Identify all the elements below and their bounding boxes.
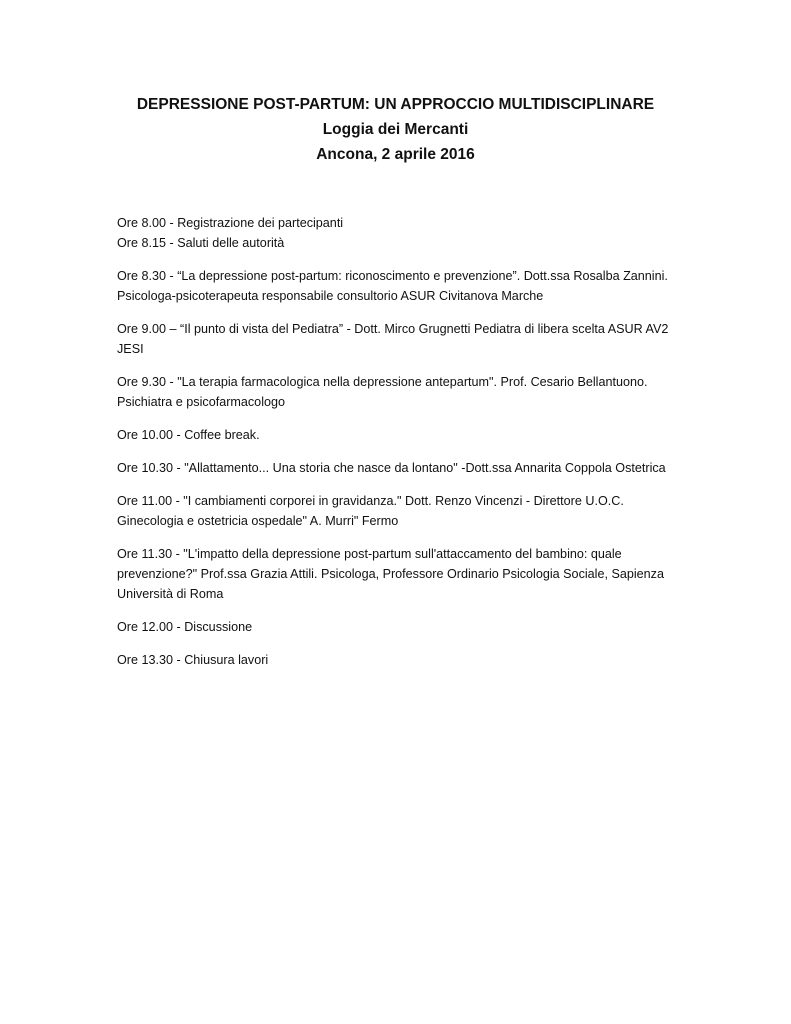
program-item: Ore 9.00 – “Il punto di vista del Pediatra” - Dott. Mirco Grugnetti Pediatra di libera scelta ASUR AV2 JESI [117, 322, 669, 356]
program-item: Ore 10.00 - Coffee break. [117, 428, 260, 442]
document-title: DEPRESSIONE POST-PARTUM: UN APPROCCIO MULTIDISCIPLINARE [136, 96, 655, 113]
program-item: Ore 11.00 - "I cambiamenti corporei in gravidanza." Dott. Renzo Vincenzi - Direttore U.O.C. Ginecologia e ostetricia ospedale" A. Murri" Fermo [117, 494, 624, 528]
program-list [117, 213, 677, 683]
place-date-line: Ancona, 2 aprile 2016 [316, 146, 475, 163]
program-item: Ore 11.30 - "L'impatto della depressione post-partum sull'attaccamento del bambino: quale prevenzione?" Prof.ssa Grazia Attili. Psicologa, Professore Ordinario Psicologia Sociale, Sapienza Università di Roma [117, 547, 664, 601]
program-item: Ore 12.00 - Discussione [117, 620, 253, 634]
program-item: Ore 9.30 - "La terapia farmacologica nella depressione antepartum". Prof. Cesario Bellantuono. Psichiatra e psicofarmacologo [117, 375, 648, 409]
program-item: Ore 10.30 - "Allattamento... Una storia che nasce da lontano" -Dott.ssa Annarita Coppola Ostetrica [117, 461, 666, 475]
program-item: Ore 8.30 - “La depressione post-partum: riconoscimento e prevenzione”. Dott.ssa Rosalba Zannini. Psicologa-psicoterapeuta responsabile consultorio ASUR Civitanova Marche [117, 269, 668, 303]
program-item: Ore 8.15 - Saluti delle autorità [117, 236, 285, 250]
program-item: Ore 8.00 - Registrazione dei partecipanti [117, 216, 344, 230]
venue-line: Loggia dei Mercanti [322, 121, 469, 138]
program-item: Ore 13.30 - Chiusura lavori [117, 653, 269, 667]
title-block [0, 92, 791, 167]
